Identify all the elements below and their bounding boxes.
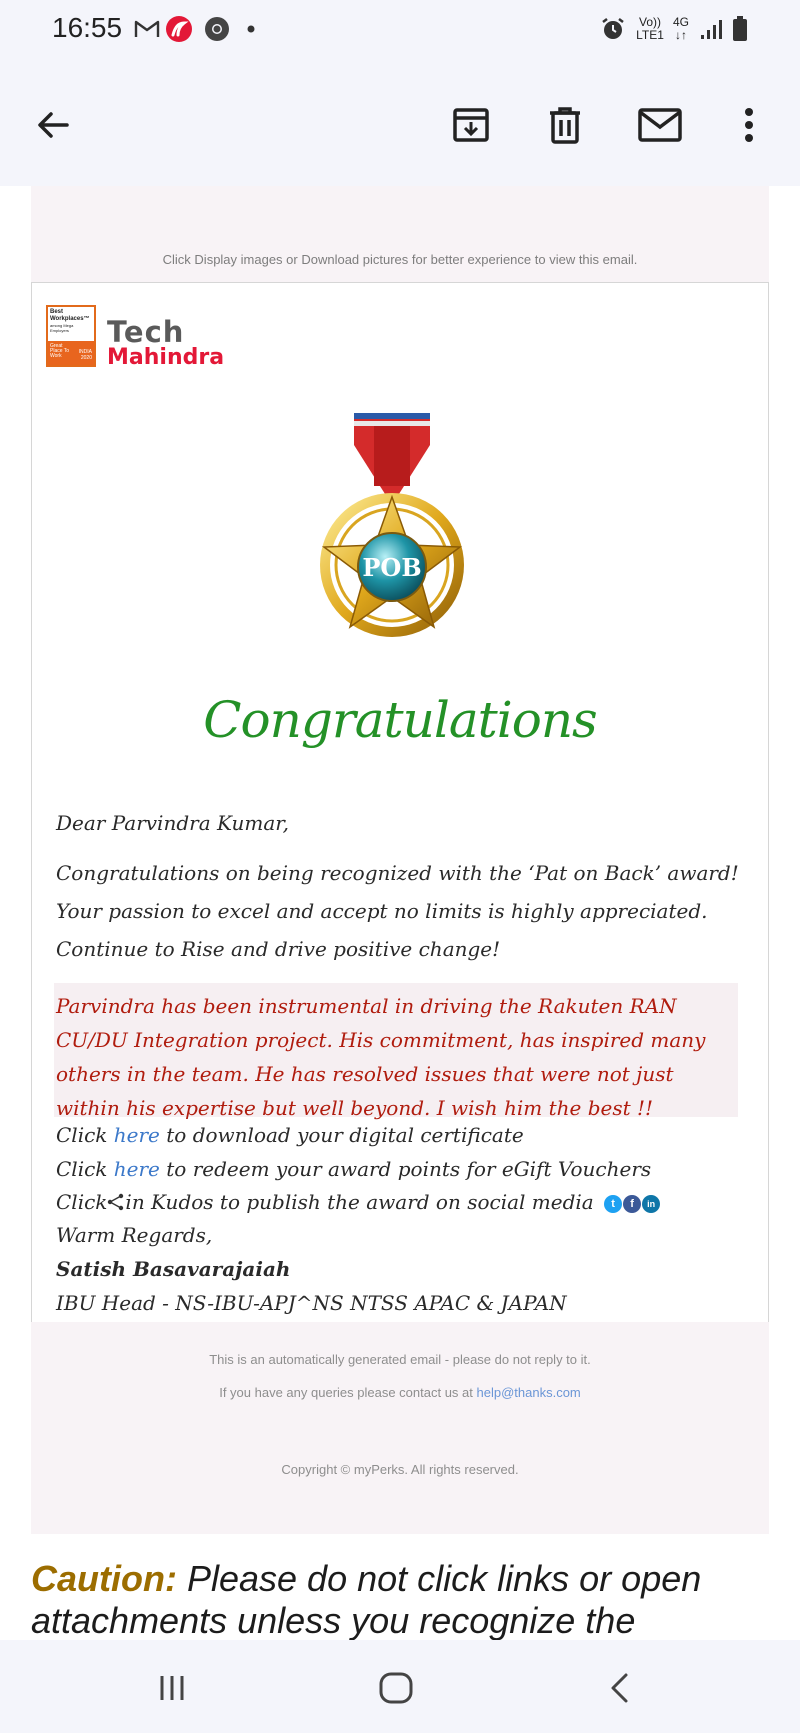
archive-icon [452,106,490,144]
system-nav-bar [0,1640,800,1733]
battery-icon [728,14,752,44]
mail-icon [638,108,682,142]
more-vert-icon [743,107,755,143]
copyright: Copyright © myPerks. All rights reserved. [281,1462,519,1477]
caution-banner [31,1558,771,1640]
pob-medal-icon [312,409,472,641]
congratulations-title: Congratulations [203,691,597,749]
signal-icon [698,14,724,44]
more-options-button[interactable] [724,102,774,148]
caution-label: Caution: [31,1558,177,1599]
best-workplaces-badge: Best Workplaces™ among Mega Employers Great Place To Work INDIA 2020 [46,305,96,367]
certificate-link[interactable]: here [113,1123,160,1147]
social-icons [604,1195,661,1213]
sender-title: IBU Head - NS-IBU-APJ^NS NTSS APAC & JAPAN [56,1291,567,1315]
facebook-icon[interactable]: f [623,1195,641,1213]
linkedin-icon[interactable]: in [642,1195,660,1213]
closing: Warm Regards, [56,1223,213,1247]
share-icon [107,1193,125,1211]
volte-top: Vo)) [638,15,661,29]
delete-icon [547,106,583,144]
delete-button[interactable] [540,102,590,148]
home-button[interactable] [374,1670,418,1706]
message-line-2: Your passion to excel and accept no limits is highly appreciated. [56,899,708,923]
nav-back-icon [608,1672,632,1704]
mark-unread-button[interactable] [634,102,686,148]
email-header-band [31,186,769,282]
logo-mahindra: Mahindra [107,345,225,370]
volte-bottom: LTE1 [636,28,664,42]
airtel-icon [164,14,194,44]
network-type: 4G [672,15,689,29]
archive-button[interactable] [446,102,496,148]
chrome-icon [202,14,232,44]
logo-tech: Tech [107,315,185,349]
status-time: 16:55 [52,12,123,43]
greeting: Dear Parvindra Kumar, [56,811,289,835]
email-body[interactable] [0,186,800,1640]
share-line: Click in Kudos to publish the award on social media t f in [56,1190,661,1214]
recents-icon [157,1673,187,1703]
redeem-line: Click here to redeem your award points for eGift Vouchers [56,1157,652,1181]
twitter-icon[interactable]: t [604,1195,622,1213]
footer-contact: If you have any queries please contact us at help@thanks.com [219,1385,581,1400]
medal-label: POB [362,553,422,582]
alarm-icon [598,14,628,44]
recents-button[interactable] [150,1670,194,1706]
certificate-line: Click here to download your digital certificate [56,1123,524,1147]
home-icon [378,1672,414,1704]
network-arrows: ↓↑ [675,28,687,42]
back-arrow-icon [35,107,71,143]
award-card [31,282,769,1324]
message-line-1: Congratulations on being recognized with the ‘Pat on Back’ award! [56,861,739,885]
nav-back-button[interactable] [598,1670,642,1706]
email-footer [31,1322,769,1534]
tech-mahindra-logo [107,315,237,370]
dot-icon [244,14,258,44]
status-bar [0,0,800,62]
citation-text: Parvindra has been instrumental in driving the Rakuten RAN CU/DU Integration project. His commitment, has inspired many others in the team. He has resolved issues that were not just within his expertise but well beyond. I wish him the best !! [56,994,706,1120]
sender-name: Satish Basavarajaiah [56,1257,291,1281]
caution-text: Please do not click links or open attachments unless you recognize the [31,1558,702,1640]
email-toolbar [0,62,800,186]
footer-auto-notice: This is an automatically generated email - please do not reply to it. [209,1352,591,1367]
citation-block [54,983,738,1120]
help-email-link[interactable]: help@thanks.com [476,1385,581,1400]
redeem-link[interactable]: here [113,1157,160,1181]
gmail-icon [132,14,162,44]
back-button[interactable] [28,102,78,148]
message-line-3: Continue to Rise and drive positive change! [56,937,501,961]
image-notice: Click Display images or Download pictures for better experience to view this email. [162,252,638,267]
